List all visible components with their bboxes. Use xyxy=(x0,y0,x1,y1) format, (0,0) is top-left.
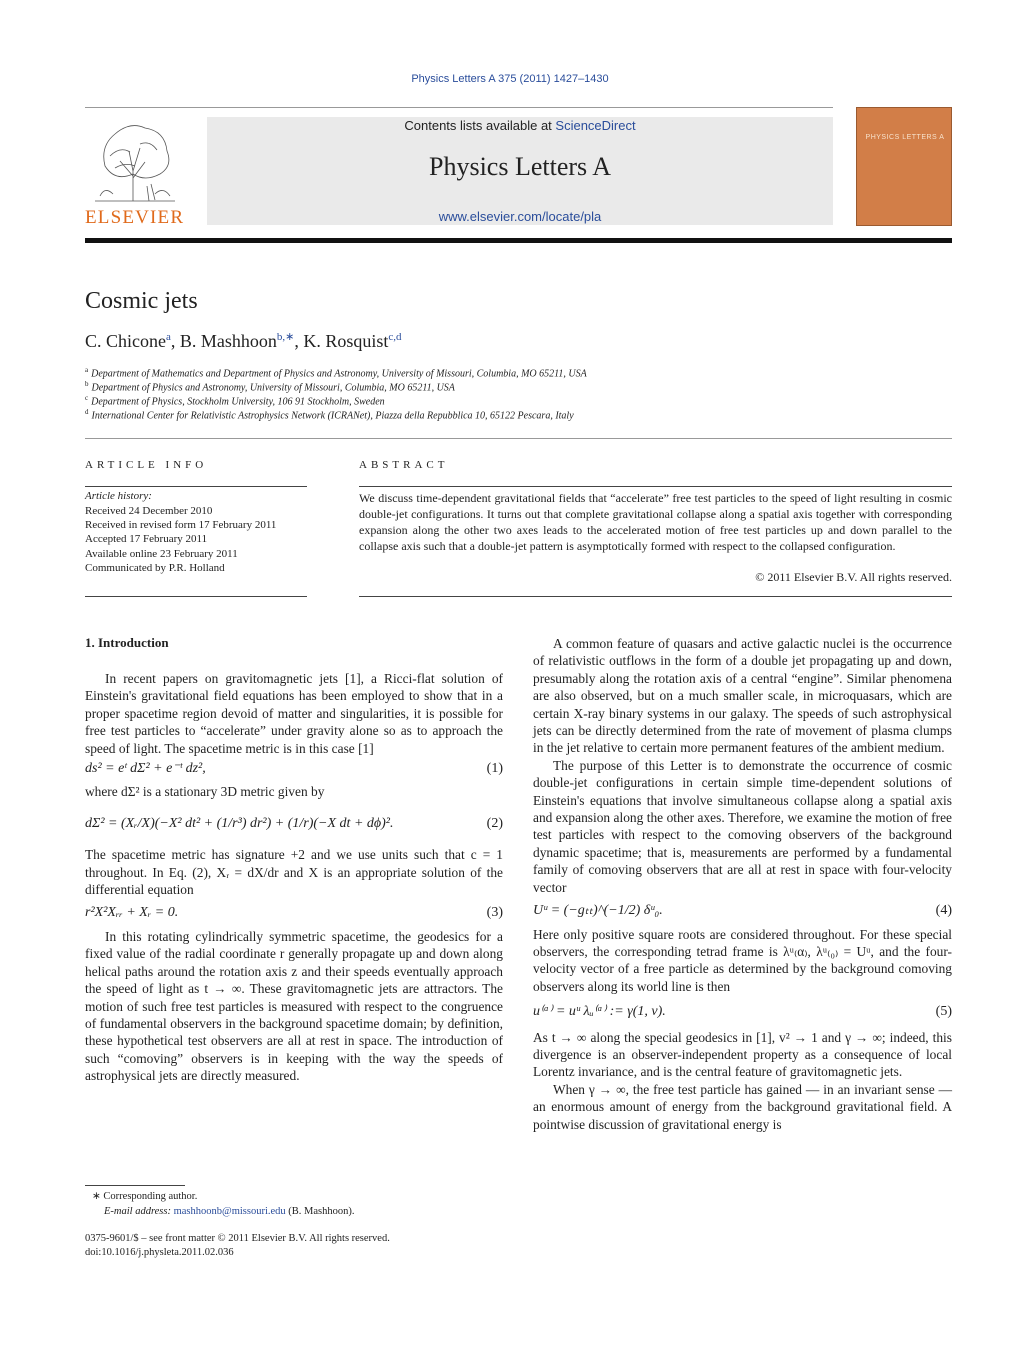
paragraph: In this rotating cylindrically symmetric spacetime, the geodesics for a fixed value of the radial coordinate r generally propagate up and down along helical paths around the rotation axis z and their speeds eventually approach the speed of light as t → ∞. These gravitomagnetic jets are attractors. The motion of such free test particles is measured with respect to the congruence of fundamental observers in the background spacetime domain; by definition, these hypothetical test observers are all at rest in space. The introduction of such “comoving” observers is in keeping with the way the speeds of astrophysical jets are directly measured. xyxy=(85,928,503,1084)
paragraph: The purpose of this Letter is to demonstrate the occurrence of cosmic double-jet configurations in certain simple time-dependent solutions of Einstein's equations that involve simultaneous collapse along a spatial axis and expansion along the other axes. Therefore, we examine the motion of free test particles with respect to the comoving observers of the background dynamic spacetime; that is, measurements are performed by a fundamental family of comoving observers that are all at rest in space with four-velocity vector xyxy=(533,757,952,895)
journal-name: Physics Letters A xyxy=(429,152,611,181)
affiliation-text: Department of Physics, Stockholm University, 106 91 Stockholm, Sweden xyxy=(91,396,385,408)
journal-cover-thumbnail[interactable] xyxy=(856,107,952,226)
divider xyxy=(85,486,307,487)
doi-link[interactable]: doi:10.1016/j.physleta.2011.02.036 xyxy=(85,1247,234,1258)
email-label: E-mail address: xyxy=(104,1206,174,1217)
affiliation xyxy=(85,394,385,407)
article-info-heading: ARTICLE INFO xyxy=(85,459,208,471)
footnote-rule xyxy=(85,1185,185,1186)
affiliation-mark: c xyxy=(85,394,89,402)
email-link[interactable]: mashhoonb@missouri.edu xyxy=(173,1206,286,1217)
equation-5 xyxy=(533,1003,952,1020)
email-note xyxy=(104,1206,355,1217)
affiliation xyxy=(85,366,587,379)
divider xyxy=(359,596,952,597)
abstract-text: We discuss time-dependent gravitational fields that “accelerate” free test particles to the speed of light resulting in cosmic double-jet configurations. It turns out that complete gravitational collapse along a spatial axis together with corresponding expansion along the other two axes leads to the accelerated motion of free test particles up and down parallel to the collapse axis such that a double-jet pattern is asymptotically formed with respect to the collapsed configuration. xyxy=(359,491,952,553)
issn-line: 0375-9601/$ – see front matter © 2011 Elsevier B.V. All rights reserved. xyxy=(85,1233,390,1244)
paragraph: A common feature of quasars and active galactic nuclei is the occurrence of relativistic outflows in the form of a double jet propagating up and down, presumably along the rotation axis of a central “engine”. Similar phenomena are also observed, but on a much smaller scale, in microquasars, which are certain X-ray binary systems in our galaxy. The speeds of such astrophysical jets can be directly determined from the rate of movement of plasma clumps in the jet relative to certain more permanent features of the ambient medium. xyxy=(533,636,952,756)
equation-3 xyxy=(85,904,503,921)
equation-body: r²X²Xᵣᵣ + Xᵣ = 0. xyxy=(85,905,179,921)
equation-number: (1) xyxy=(486,761,503,777)
affiliation-text: Department of Mathematics and Department of Physics and Astronomy, University of Missouri, Columbia, MO 65211, USA xyxy=(91,368,587,380)
history-item: Accepted 17 February 2011 xyxy=(85,533,208,545)
paragraph: When γ → ∞, the free test particle has gained — in an invariant sense — an enormous amount of energy from the background gravitational field. A pointwise discussion of gravitational energy is xyxy=(533,1081,952,1132)
header-rule xyxy=(85,238,952,243)
divider xyxy=(85,596,307,597)
abstract-heading: ABSTRACT xyxy=(359,459,449,471)
equation-body: dΣ² = (Xᵣ/X)(−X² dt² + (1/r³) dr²) + (1/r)(−X dt + dϕ)². xyxy=(85,815,394,831)
sciencedirect-link[interactable]: ScienceDirect xyxy=(555,118,636,133)
history-item: Available online 23 February 2011 xyxy=(85,548,238,560)
affiliation-text: International Center for Relativistic Astrophysics Network (ICRANet), Piazza della Repubblica 10, 65122 Pescara, Italy xyxy=(91,410,574,422)
equation-4 xyxy=(533,902,952,919)
paragraph: Here only positive square roots are considered throughout. For these special observers, the corresponding tetrad frame is λᵘ₍α₎, λᵘ₍₀₎ = Uᵘ, and the four-velocity vector of a free particle as determined by the background comoving observers along its world line is then xyxy=(533,926,952,994)
divider xyxy=(359,486,952,487)
equation-body: ds² = eᵗ dΣ² + e⁻ᵗ dz², xyxy=(85,761,206,777)
author-affiliation-mark[interactable]: a xyxy=(166,331,171,343)
equation-number: (2) xyxy=(486,815,503,831)
equation-number: (3) xyxy=(486,905,503,921)
paragraph: In recent papers on gravitomagnetic jets [1], a Ricci-flat solution of Einstein's gravitational field equations has been employed to show that in a proper spacetime region devoid of matter and singularities, it is possible for free test particles to “accelerate” under gravity alone so as to approach the speed of light. The spacetime metric is in this case [1] xyxy=(85,671,503,756)
author-affiliation-mark[interactable]: b,∗ xyxy=(276,331,295,343)
history-item: Communicated by P.R. Holland xyxy=(85,562,225,574)
paper-title: Cosmic jets xyxy=(85,288,198,314)
author-affiliation-mark[interactable]: c,d xyxy=(388,331,402,343)
contents-prefix: Contents lists available at xyxy=(404,118,556,133)
equation-body: u⁽ᵅ⁾ = uᵘ λᵤ⁽ᵅ⁾ := γ(1, v). xyxy=(533,1004,666,1020)
history-label: Article history: xyxy=(85,490,152,502)
journal-reference[interactable]: Physics Letters A 375 (2011) 1427–1430 xyxy=(411,73,609,85)
affiliation-mark: a xyxy=(85,366,89,374)
author-name: C. Chicone xyxy=(85,331,166,351)
elsevier-tree-logo xyxy=(85,116,185,226)
history-item: Received in revised form 17 February 2011 xyxy=(85,519,277,531)
paragraph: The spacetime metric has signature +2 and we use units such that c = 1 throughout. In Eq. (2), Xᵣ = dX/dr and X is an appropriate solution of the differential equation xyxy=(85,847,503,898)
corresponding-author-note: ∗ Corresponding author. xyxy=(92,1191,198,1202)
section-heading: 1. Introduction xyxy=(85,635,169,650)
affiliation-text: Department of Physics and Astronomy, University of Missouri, Columbia, MO 65211, USA xyxy=(91,382,455,394)
paragraph: As t → ∞ along the special geodesics in [1], v² → 1 and γ → ∞; indeed, this divergence is an observer-independent property as a consequence of local Lorentz invariance, and is the central feature of gravitomagnetic jets. xyxy=(533,1029,952,1080)
affiliation-mark: b xyxy=(85,380,89,388)
equation-number: (4) xyxy=(935,903,952,919)
cover-title: PHYSICS LETTERS A xyxy=(865,134,945,141)
equation-2 xyxy=(85,815,503,832)
contents-line xyxy=(207,118,833,133)
journal-url-link[interactable]: www.elsevier.com/locate/pla xyxy=(438,209,602,224)
email-suffix: (B. Mashhoon). xyxy=(285,1206,355,1217)
affiliation xyxy=(85,408,574,421)
author-name: B. Mashhoon xyxy=(179,331,277,351)
left-column xyxy=(85,670,503,1085)
equation-number: (5) xyxy=(935,1004,952,1020)
author-list: C. Chicone$^a$, B. Mashhoon$^{b,∗}$, K. Rosquist$^{c,d}$ xyxy=(85,331,402,351)
right-column xyxy=(533,635,952,1133)
equation-1 xyxy=(85,760,503,777)
paragraph: where dΣ² is a stationary 3D metric given by xyxy=(85,784,325,800)
publisher-logo: ELSEVIER xyxy=(85,207,183,226)
author-name: K. Rosquist xyxy=(303,331,389,351)
history-item: Received 24 December 2010 xyxy=(85,505,213,517)
abstract-copyright: © 2011 Elsevier B.V. All rights reserved. xyxy=(755,570,952,584)
affiliation-mark: d xyxy=(85,408,89,416)
affiliation xyxy=(85,380,455,393)
equation-body: Uᵘ = (−gₜₜ)^(−1/2) δᵘ₀. xyxy=(533,903,663,919)
affiliation-rule xyxy=(85,438,952,439)
